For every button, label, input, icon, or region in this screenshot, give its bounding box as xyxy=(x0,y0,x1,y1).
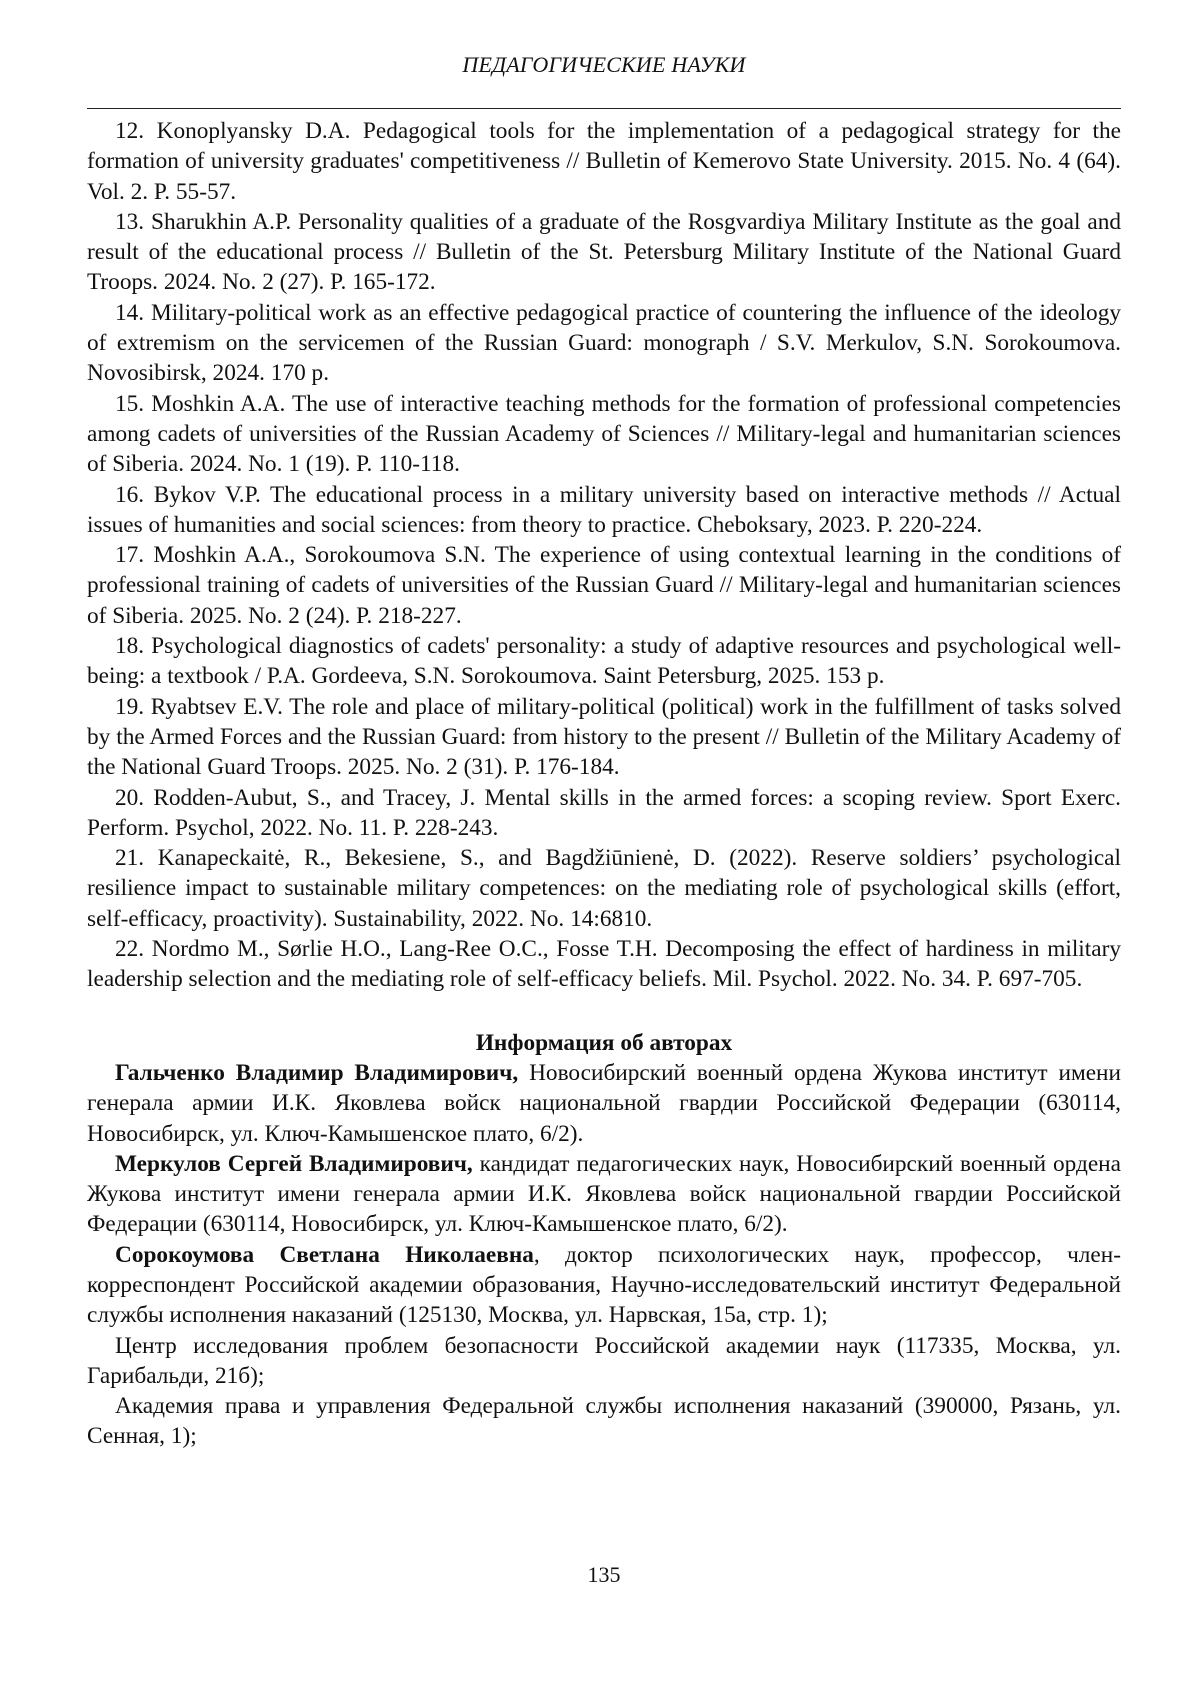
reference-item-18: 18. Psychological diagnostics of cadets' personality: a study of adaptive resources and psychological well-being: a textbook / P.A. Gordeeva, S.N. Sorokoumova. Saint Petersburg, 2025. 153 p. xyxy=(87,633,1121,690)
author-details: , доктор психологических наук, профессор, член-корреспондент Российской академии образования, Научно-исследовательский институт Федеральной службы исполнения наказаний (125130, Москва, ул. Нарвская, 15а, стр. 1); xyxy=(87,1241,1121,1329)
reference-item-13: 13. Sharukhin A.P. Personality qualities of a graduate of the Rosgvardiya Military Institute as the goal and result of the educational process // Bulletin of the St. Petersburg Military Institute of the National Guard Troops. 2024. No. 2 (27). P. 165-172. xyxy=(87,208,1121,296)
author-entry xyxy=(87,1149,1121,1240)
page-number: 135 xyxy=(587,1562,621,1587)
page-body xyxy=(87,116,1121,1452)
author-name: Меркулов Сергей Владимирович, xyxy=(115,1150,473,1177)
authors-section-title: Информация об авторах xyxy=(475,1029,733,1056)
authors-list xyxy=(87,1058,1121,1452)
running-head: ПЕДАГОГИЧЕСКИЕ НАУКИ xyxy=(462,52,746,77)
affiliation-entry: Академия права и управления Федеральной службы исполнения наказаний (390000, Рязань, ул. Сенная, 1); xyxy=(87,1393,1121,1450)
journal-page xyxy=(87,0,1121,1697)
reference-item-22: 22. Nordmo M., Sørlie H.O., Lang-Ree O.C., Fosse T.H. Decomposing the effect of hardiness in military leadership selection and the mediating role of self-efficacy beliefs. Mil. Psychol. 2022. No. 34. P. 697-705. xyxy=(87,936,1121,993)
author-entry xyxy=(87,1058,1121,1149)
affiliation-entry: Центр исследования проблем безопасности Российской академии наук (117335, Москва, ул. Гарибальди, 21б); xyxy=(87,1332,1121,1389)
author-details: кандидат педагогических наук, Новосибирский военный ордена Жукова институт имени генерала армии И.К. Яковлева войск национальной гвардии Российской Федерации (630114, Новосибирск, ул. Ключ-Камышенское плато, 6/2). xyxy=(87,1150,1121,1238)
reference-item-20: 20. Rodden-Aubut, S., and Tracey, J. Mental skills in the armed forces: a scoping review. Sport Exerc. Perform. Psychol, 2022. No. 11. P. 228-243. xyxy=(87,784,1121,841)
reference-item-17: 17. Moshkin A.A., Sorokoumova S.N. The experience of using contextual learning in the conditions of professional training of cadets of universities of the Russian Guard // Military-legal and humanitarian sciences of Siberia. 2025. No. 2 (24). P. 218-227. xyxy=(87,542,1121,629)
reference-item-12: 12. Konoplyansky D.A. Pedagogical tools for the implementation of a pedagogical strategy for the formation of university graduates' competitiveness // Bulletin of Kemerovo State University. 2015. No. 4 (64). Vol. 2. P. 55-57. xyxy=(87,118,1121,205)
reference-item-15: 15. Moshkin A.A. The use of interactive teaching methods for the formation of professional competencies among cadets of universities of the Russian Academy of Sciences // Military-legal and humanitarian sciences of Siberia. 2024. No. 1 (19). P. 110-118. xyxy=(87,390,1121,478)
reference-list xyxy=(87,116,1121,995)
header-rule xyxy=(87,108,1121,109)
author-entry xyxy=(87,1240,1121,1331)
reference-item-14: 14. Military-political work as an effective pedagogical practice of countering the influence of the ideology of extremism on the servicemen of the Russian Guard: monograph / S.V. Merkulov, S.N. Sorokoumova. Novosibirsk, 2024. 170 p. xyxy=(87,299,1121,387)
reference-item-19: 19. Ryabtsev E.V. The role and place of military-political (political) work in the fulfillment of tasks solved by the Armed Forces and the Russian Guard: from history to the present // Bulletin of the Military Academy of the National Guard Troops. 2025. No. 2 (31). P. 176-184. xyxy=(87,693,1121,781)
author-name: Сорокоумова Светлана Николаевна xyxy=(115,1241,534,1268)
author-name: Гальченко Владимир Владимирович, xyxy=(115,1059,519,1086)
reference-item-21: 21. Kanapeckaitė, R., Bekesiene, S., and Bagdžiūnienė, D. (2022). Reserve soldiers’ psychological resilience impact to sustainable military competences: on the mediating role of psychological skills (effort, self-efficacy, proactivity). Sustainability, 2022. No. 14:6810. xyxy=(87,845,1121,932)
author-details: Новосибирский военный ордена Жукова институт имени генерала армии И.К. Яковлева войск национальной гвардии Российской Федерации (630114, Новосибирск, ул. Ключ-Камышенское плато, 6/2). xyxy=(87,1059,1121,1147)
reference-item-16: 16. Bykov V.P. The educational process in a military university based on interactive methods // Actual issues of humanities and social sciences: from theory to practice. Cheboksary, 2023. P. 220-224. xyxy=(87,481,1121,538)
